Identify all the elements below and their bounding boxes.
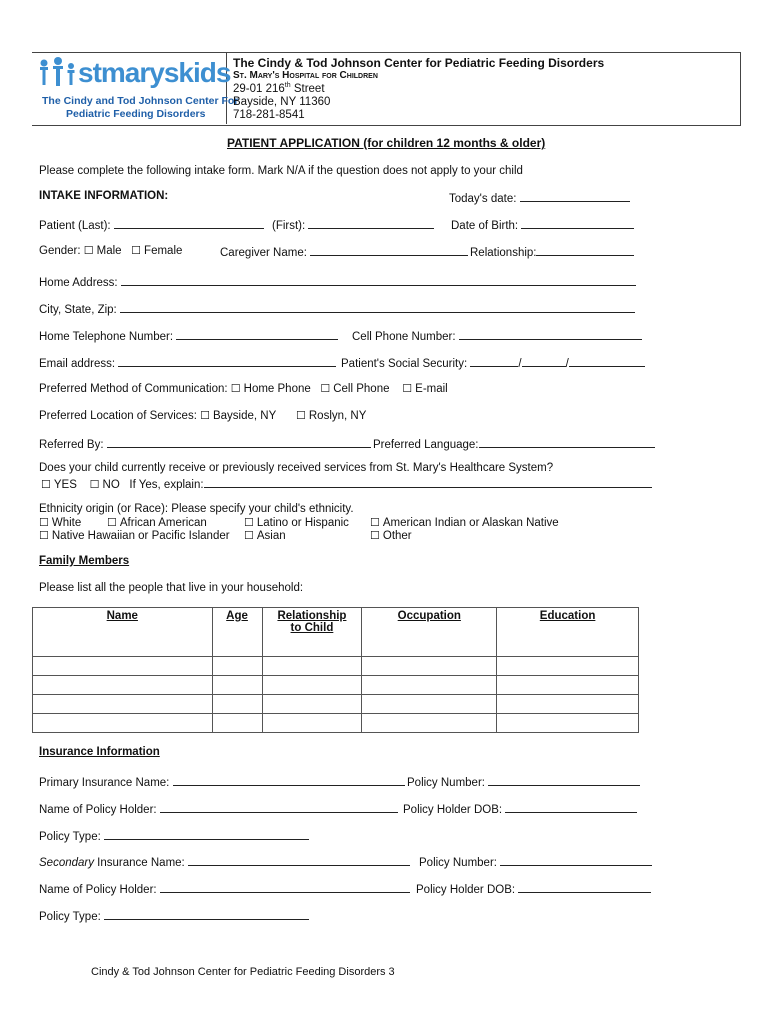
explain-field[interactable]: If Yes, explain: <box>129 479 651 491</box>
table-cell[interactable] <box>362 714 497 733</box>
table-cell[interactable] <box>212 695 262 714</box>
checkbox-icon[interactable]: ☐ <box>370 530 380 542</box>
family-instructions: Please list all the people that live in your household: <box>39 582 304 594</box>
form-instructions: Please complete the following intake form. Mark N/A if the question does not apply to your child <box>39 165 523 177</box>
col-header-education: Education <box>497 608 639 657</box>
family-heading: Family Members <box>39 555 130 567</box>
checkbox-icon[interactable]: ☐ <box>370 517 380 529</box>
secondary-policy-holder-field[interactable]: Name of Policy Holder: <box>39 881 410 896</box>
org-name: The Cindy & Tod Johnson Center for Pediatric Feeding Disorders <box>233 56 605 70</box>
logo <box>38 55 239 121</box>
col-header-occupation: Occupation <box>362 608 497 657</box>
col-header-age: Age <box>212 608 262 657</box>
services-answer: ☐ YES ☐ NO If Yes, explain: <box>41 476 652 491</box>
ethnicity-white: ☐ White <box>39 517 82 529</box>
primary-policy-number-field[interactable]: Policy Number: <box>407 774 640 789</box>
table-cell[interactable] <box>33 714 213 733</box>
logo-subtitle-2: Pediatric Feeding Disorders <box>66 108 206 120</box>
table-cell[interactable] <box>362 657 497 676</box>
family-figures-icon <box>38 57 78 89</box>
checkbox-icon[interactable]: ☐ <box>89 479 100 491</box>
pref-language-field[interactable]: Preferred Language: <box>373 436 655 451</box>
logo-subtitle-1: The Cindy and Tod Johnson Center For <box>42 95 239 107</box>
patient-last-field[interactable]: Patient (Last): <box>39 217 264 232</box>
family-table <box>32 607 639 733</box>
table-row <box>33 714 639 733</box>
secondary-holder-dob-field[interactable]: Policy Holder DOB: <box>416 881 651 896</box>
table-cell[interactable] <box>262 676 362 695</box>
ethnicity-question: Ethnicity origin (or Race): Please specify your child's ethnicity. <box>39 503 354 515</box>
insurance-heading: Insurance Information <box>39 746 160 758</box>
home-address-field[interactable]: Home Address: <box>39 274 636 289</box>
table-cell[interactable] <box>362 695 497 714</box>
table-cell[interactable] <box>497 695 639 714</box>
table-cell[interactable] <box>497 676 639 695</box>
ethnicity-asian: ☐ Asian <box>244 530 286 542</box>
logo-wordmark: stmaryskids <box>78 57 231 88</box>
primary-holder-dob-field[interactable]: Policy Holder DOB: <box>403 801 637 816</box>
ethnicity-latino: ☐ Latino or Hispanic <box>244 517 349 529</box>
todays-date-field[interactable]: Today's date: <box>449 190 630 205</box>
table-cell[interactable] <box>33 657 213 676</box>
services-question: Does your child currently receive or previously received services from St. Mary's Healthcare System? <box>39 462 554 474</box>
home-phone-field[interactable]: Home Telephone Number: <box>39 328 338 343</box>
checkbox-icon[interactable]: ☐ <box>402 383 413 395</box>
table-cell[interactable] <box>362 676 497 695</box>
col-header-name: Name <box>33 608 213 657</box>
city-address: Bayside, NY 11360 <box>233 96 331 108</box>
table-cell[interactable] <box>212 657 262 676</box>
checkbox-icon[interactable]: ☐ <box>39 517 49 529</box>
intake-heading: INTAKE INFORMATION: <box>39 190 169 202</box>
referred-by-field[interactable]: Referred By: <box>39 436 371 451</box>
checkbox-icon[interactable]: ☐ <box>200 410 210 422</box>
table-row <box>33 657 639 676</box>
checkbox-icon[interactable]: ☐ <box>230 383 241 395</box>
secondary-policy-type-field[interactable]: Policy Type: <box>39 908 309 923</box>
ethnicity-other: ☐ Other <box>370 530 412 542</box>
form-title: PATIENT APPLICATION (for children 12 months & older) <box>227 136 546 150</box>
col-header-relationship: Relationship to Child <box>262 608 362 657</box>
secondary-policy-number-field[interactable]: Policy Number: <box>419 854 652 869</box>
checkbox-icon[interactable]: ☐ <box>83 245 94 257</box>
table-cell[interactable] <box>212 714 262 733</box>
checkbox-icon[interactable]: ☐ <box>244 530 254 542</box>
location-roslyn: ☐ Roslyn, NY <box>296 410 367 422</box>
checkbox-icon[interactable]: ☐ <box>244 517 254 529</box>
hospital-name: St. Mary's Hospital for Children <box>233 70 378 81</box>
primary-insurance-field[interactable]: Primary Insurance Name: <box>39 774 405 789</box>
checkbox-icon[interactable]: ☐ <box>131 245 142 257</box>
table-cell[interactable] <box>497 657 639 676</box>
primary-policy-type-field[interactable]: Policy Type: <box>39 828 309 843</box>
table-cell[interactable] <box>497 714 639 733</box>
patient-first-field[interactable]: (First): <box>272 217 434 232</box>
table-cell[interactable] <box>262 657 362 676</box>
dob-field[interactable]: Date of Birth: <box>451 217 634 232</box>
pref-communication-field: Preferred Method of Communication: ☐ Home Phone ☐ Cell Phone ☐ E-mail <box>39 383 448 395</box>
table-cell[interactable] <box>262 714 362 733</box>
table-cell[interactable] <box>262 695 362 714</box>
caregiver-field[interactable]: Caregiver Name: <box>220 244 468 259</box>
phone-number: 718-281-8541 <box>233 109 305 121</box>
secondary-insurance-field[interactable]: Secondary Insurance Name: <box>39 854 410 869</box>
primary-policy-holder-field[interactable]: Name of Policy Holder: <box>39 801 398 816</box>
checkbox-icon[interactable]: ☐ <box>39 530 49 542</box>
checkbox-icon[interactable]: ☐ <box>41 479 51 491</box>
ethnicity-hawaiian: ☐ Native Hawaiian or Pacific Islander <box>39 530 230 542</box>
footer-text: Cindy & Tod Johnson Center for Pediatric Feeding Disorders 3 <box>91 966 395 978</box>
table-row <box>33 695 639 714</box>
street-address: 29-01 216th Street <box>233 82 325 95</box>
table-header-row <box>33 608 639 657</box>
email-field[interactable]: Email address: <box>39 355 336 370</box>
ethnicity-native-american: ☐ American Indian or Alaskan Native <box>370 517 559 529</box>
checkbox-icon[interactable]: ☐ <box>107 517 117 529</box>
pref-location-field: Preferred Location of Services: ☐ Bayside, NY <box>39 410 277 422</box>
ethnicity-african: ☐ African American <box>107 517 207 529</box>
checkbox-icon[interactable]: ☐ <box>296 410 306 422</box>
cell-phone-field[interactable]: Cell Phone Number: <box>352 328 642 343</box>
relationship-field[interactable]: Relationship: <box>470 244 634 259</box>
table-cell[interactable] <box>33 695 213 714</box>
checkbox-icon[interactable]: ☐ <box>320 383 331 395</box>
gender-field: Gender: ☐ Male ☐ Female <box>39 245 183 257</box>
city-state-zip-field[interactable]: City, State, Zip: <box>39 301 635 316</box>
table-cell[interactable] <box>212 676 262 695</box>
table-cell[interactable] <box>33 676 213 695</box>
ssn-field[interactable]: Patient's Social Security: / / <box>341 355 645 370</box>
table-row <box>33 676 639 695</box>
